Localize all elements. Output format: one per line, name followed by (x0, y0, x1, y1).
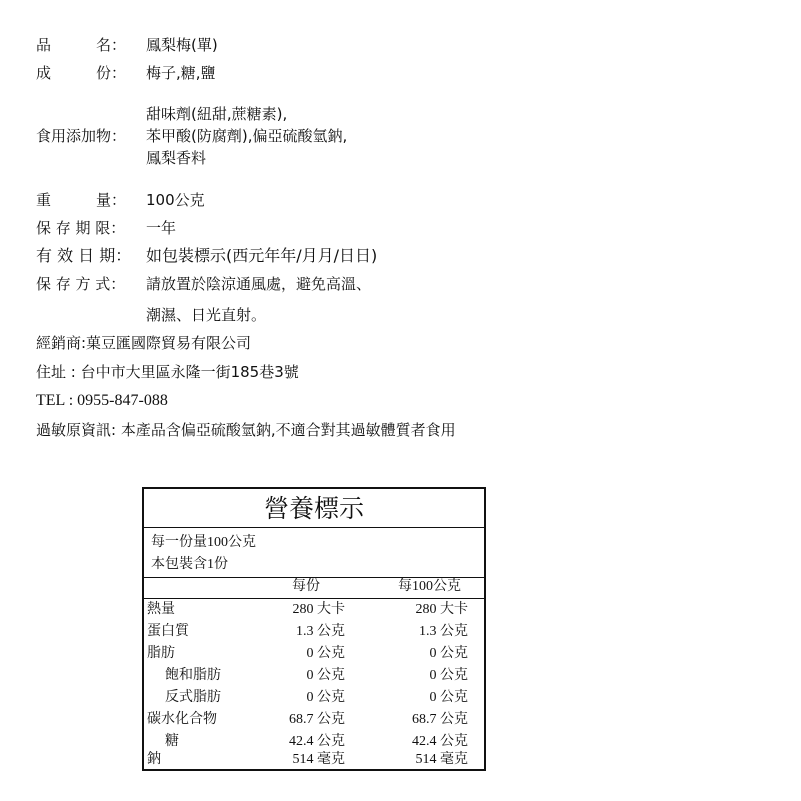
nutrition-panel (142, 487, 486, 771)
serving-size: 每一份量100公克 (151, 535, 256, 550)
nutrient-name: 蛋白質 (147, 624, 189, 639)
nutrient-per-serving: 68.7 公克 (289, 712, 345, 727)
nutrient-per-100g: 1.3 公克 (419, 624, 468, 639)
shelf-life-label: 保 存 期 限： (36, 219, 126, 237)
nutrient-name: 糖 (165, 734, 179, 749)
col-header-per-serving: 每份 (292, 579, 320, 594)
nutrient-row (144, 709, 484, 731)
nutrient-per-serving: 0 公克 (306, 646, 345, 661)
nutrient-name: 鈉 (147, 752, 161, 767)
nutrient-row (144, 643, 484, 665)
nutrient-name: 反式脂肪 (165, 690, 221, 705)
weight-label: 重 量： (36, 191, 127, 209)
weight-value: 100公克 (146, 191, 205, 209)
nutrient-per-100g: 0 公克 (429, 668, 468, 683)
col-header-per-100g: 每100公克 (398, 579, 461, 594)
allergen-line: 過敏原資訊: 本產品含偏亞硫酸氫鈉,不適合對其過敏體質者食用 (36, 421, 456, 439)
nutrient-row (144, 749, 484, 771)
nutrient-row (144, 621, 484, 643)
nutrient-per-100g: 280 大卡 (415, 602, 468, 617)
nutrient-name: 碳水化合物 (147, 712, 217, 727)
product-name-label: 品 名： (36, 36, 127, 54)
additives-line-1: 甜味劑(紐甜,蔗糖素), (146, 105, 288, 123)
additives-label: 食用添加物： (36, 127, 127, 145)
nutrient-per-serving: 42.4 公克 (289, 734, 345, 749)
address-line: 住址 : 台中市大里區永隆一街185巷3號 (36, 363, 299, 381)
nutrient-row (144, 665, 484, 687)
nutrient-name: 飽和脂肪 (165, 668, 221, 683)
nutrient-per-serving: 0 公克 (306, 668, 345, 683)
nutrient-per-serving: 280 大卡 (292, 602, 345, 617)
nutrient-name: 脂肪 (147, 646, 175, 661)
nutrient-per-serving: 1.3 公克 (296, 624, 345, 639)
tel-line: TEL : 0955-847-088 (36, 392, 168, 409)
distributor-line: 經銷商:菓豆匯國際貿易有限公司 (36, 334, 252, 352)
additives-line-2: 苯甲酸(防腐劑),偏亞硫酸氫鈉, (146, 127, 348, 145)
expiry-label: 有 效 日 期： (36, 246, 132, 265)
storage-label: 保 存 方 式： (36, 275, 126, 293)
servings-per-pack: 本包裝含1份 (151, 557, 228, 572)
nutrient-per-100g: 42.4 公克 (412, 734, 468, 749)
ingredients-label: 成 份： (36, 64, 127, 82)
storage-line-2: 潮濕、日光直射。 (146, 306, 267, 324)
additives-line-3: 鳳梨香料 (146, 149, 207, 167)
nutrient-per-100g: 514 毫克 (415, 752, 468, 767)
expiry-value: 如包裝標示(西元年年/月月/日日) (146, 246, 378, 265)
product-name-value: 鳳梨梅(單) (146, 36, 218, 54)
nutrient-per-serving: 0 公克 (306, 690, 345, 705)
nutrient-per-100g: 68.7 公克 (412, 712, 468, 727)
nutrition-title: 營養標示 (144, 489, 484, 528)
nutrient-name: 熱量 (147, 602, 175, 617)
nutrient-row (144, 687, 484, 709)
shelf-life-value: 一年 (146, 219, 177, 237)
ingredients-value: 梅子,糖,鹽 (146, 64, 216, 82)
nutrient-per-100g: 0 公克 (429, 646, 468, 661)
nutrient-per-100g: 0 公克 (429, 690, 468, 705)
storage-line-1: 請放置於陰涼通風處，避免高溫、 (146, 275, 372, 293)
nutrient-row (144, 599, 484, 621)
nutrient-per-serving: 514 毫克 (292, 752, 345, 767)
